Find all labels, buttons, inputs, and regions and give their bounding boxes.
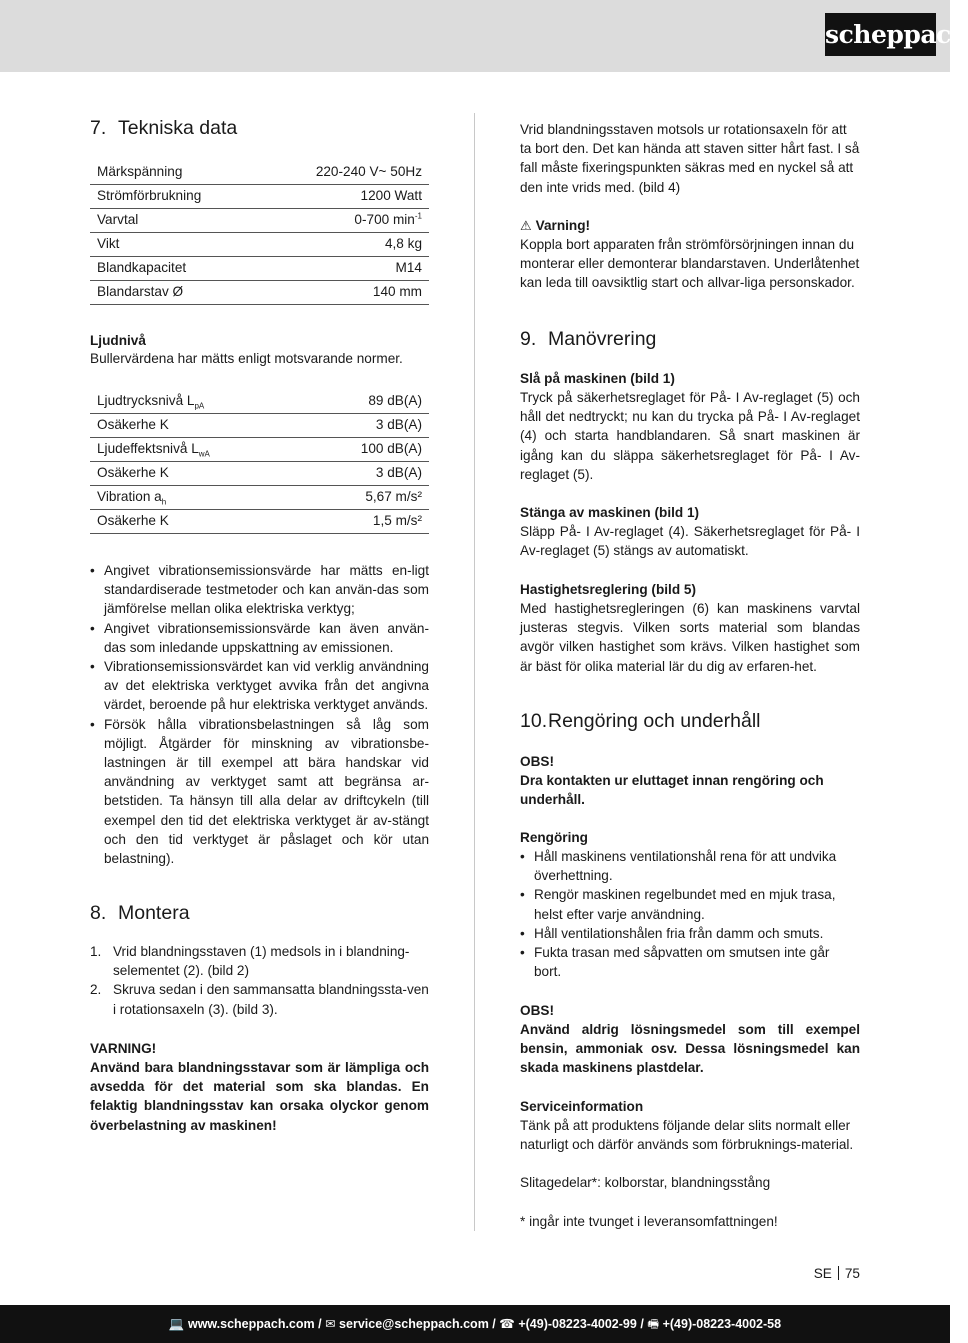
computer-icon: 💻	[168, 1317, 185, 1331]
spec-value: 1200 Watt	[258, 184, 429, 208]
obs-heading-1: OBS!	[520, 754, 554, 769]
footer-website[interactable]: www.scheppach.com	[187, 1317, 315, 1331]
spec-label: Blandarstav Ø	[90, 280, 258, 304]
spec-value: 3 dB(A)	[303, 413, 429, 437]
scheppach-logo: scheppach	[825, 13, 936, 56]
noise-heading: Ljudnivå	[90, 333, 146, 348]
warning-text-right: Koppla bort apparaten från strömförsörjningen innan du monterar eller demonterar blandarstaven. Underlåtenhet kan leda till oavsiktlig start och allvar-liga personskador.	[520, 237, 860, 291]
service-text: Tänk på att produktens följande delar slits normalt eller naturligt och därför används som förbruknings-material.	[520, 1118, 854, 1153]
switch-on-text: Tryck på säkerhetsreglaget för På- I Av-reglaget (5) och håll det nedtryckt; nu kan du trycka på På- I Av-reglaget (4) och starta handblandaren. Så snart maskinen är igång kan du släppa säkerhetsreglaget för På- I Av-reglaget (5).	[520, 390, 860, 482]
cleaning-heading: Rengöring	[520, 830, 588, 845]
spec-label: Ljudeffektsnivå $L_{wA}$	[90, 437, 303, 461]
list-item: • Fukta trasan med såpvatten om smutsen inte går bort.	[520, 943, 860, 981]
spec-label: Osäkerhe K	[90, 509, 303, 533]
spec-value: 100 dB(A)	[303, 437, 429, 461]
list-item: • Håll maskinens ventilationshål rena för att undvika överhettning.	[520, 847, 860, 885]
spec-label: Vibration $a_h$	[90, 485, 303, 509]
footer-email[interactable]: service@scheppach.com	[339, 1317, 489, 1331]
spec-label: Osäkerhe K	[90, 413, 303, 437]
service-heading: Serviceinformation	[520, 1099, 644, 1114]
spec-value: 1,5 m/s²	[303, 509, 429, 533]
spec-value: 140 mm	[258, 280, 429, 304]
switch-on-heading: Slå på maskinen (bild 1)	[520, 371, 675, 386]
footer-fax: +(49)-08223-4002-58	[662, 1317, 782, 1331]
section-10-heading: 10.Rengöring och underhåll	[520, 710, 761, 732]
spec-value: 89 dB(A)	[303, 389, 429, 413]
warning-heading: VARNING!	[90, 1041, 157, 1056]
footnote: * ingår inte tvunget i leveransomfattningen!	[520, 1214, 778, 1229]
technical-data-table	[90, 160, 429, 305]
switch-off-text: Släpp På- I Av-reglaget (4). Säkerhetsreglaget för På- I Av-reglaget (5) stängs av automatiskt.	[520, 524, 860, 559]
remove-rod-text: Vrid blandningsstaven motsols ur rotationsaxeln för att ta bort den. Det kan hända att staven sitter hårt fast. I så fall måste fixeringspunkten säkras med en nyckel så att den inte vrids med. (bild 4)	[520, 122, 860, 195]
switch-off-heading: Stänga av maskinen (bild 1)	[520, 505, 700, 520]
table-row	[90, 437, 429, 461]
speed-text: Med hastighetsregleringen (6) kan maskinens varvtal justeras stegvis. Vilken sorts material som blandas avgör vilken hastighet som krävs. Vilken hastighet som är bäst för olika material lär du dig av erfaren-het.	[520, 601, 860, 674]
spec-label: Ljudtrycksnivå $L_{pA}$	[90, 389, 303, 413]
list-item: 2. Skruva sedan i den sammansatta blandningssta-ven i rotationsaxeln (3). (bild 3).	[90, 982, 429, 1017]
fax-icon: 🖷	[647, 1317, 660, 1331]
table-row	[90, 184, 429, 208]
table-row	[90, 256, 429, 280]
spec-value: M14	[258, 256, 429, 280]
vibration-bullet-list	[90, 561, 429, 868]
phone-icon: ☎	[499, 1317, 515, 1331]
list-item: • Håll ventilationshålen fria från damm och smuts.	[520, 924, 860, 943]
header-bar	[0, 0, 968, 72]
noise-text: Bullervärdena har mätts enligt motsvarande normer.	[90, 351, 403, 366]
table-row	[90, 232, 429, 256]
section-9-heading: 9. Manövrering	[520, 328, 657, 350]
spec-value: 5,67 m/s²	[303, 485, 429, 509]
speed-heading: Hastighetsreglering (bild 5)	[520, 582, 696, 597]
table-row	[90, 413, 429, 437]
spec-value: 3 dB(A)	[303, 461, 429, 485]
obs-heading-2: OBS!	[520, 1003, 554, 1018]
table-row	[90, 461, 429, 485]
spec-value: 4,8 kg	[258, 232, 429, 256]
table-row	[90, 160, 429, 184]
cleaning-bullet-list	[520, 847, 860, 981]
warning-triangle-icon: ⚠	[520, 218, 532, 233]
table-row	[90, 208, 429, 232]
list-item: • Rengör maskinen regelbundet med en mjuk trasa, helst efter varje användning.	[520, 885, 860, 923]
mounting-steps	[90, 942, 429, 1019]
spec-value: 220-240 V~ 50Hz	[258, 160, 429, 184]
list-item: • Angivet vibrationsemissionsvärde kan även använ-das som inledande uppskattning av emissionen.	[90, 619, 429, 657]
page-number: SE 75	[813, 1266, 860, 1281]
list-item: • Försök hålla vibrationsbelastningen så låg som möjligt. Åtgärder för minskning av vibrationsbe-lastningen är till exempel att bära handskar vid användning av verktyget samt att begränsa ar-betstiden. Ta hänsyn till alla delar av driftcykeln (till exempel den tid det elektriska verktyget är av-stängt och den tid verktyget är påslaget och kör utan belastning).	[90, 715, 429, 869]
warning-heading-right: ⚠ Varning!	[520, 216, 860, 235]
table-row	[90, 389, 429, 413]
spec-label: Varvtal	[90, 208, 258, 232]
footer-phone: +(49)-08223-4002-99	[518, 1317, 637, 1331]
noise-table	[90, 389, 429, 534]
table-row	[90, 509, 429, 533]
wear-parts-text: Slitagedelar*: kolborstar, blandningsstång	[520, 1175, 771, 1190]
section-8-heading: 8. Montera	[90, 902, 190, 924]
spec-label: Märkspänning	[90, 160, 258, 184]
spec-label: Vikt	[90, 232, 258, 256]
list-item: • Angivet vibrationsemissionsvärde har mätts en-ligt standardiserade testmetoder och kan använ-das som jämförelse mellan olika elektriska verktyg;	[90, 561, 429, 619]
spec-label: Osäkerhe K	[90, 461, 303, 485]
spec-label: Blandkapacitet	[90, 256, 258, 280]
spec-label: Strömförbrukning	[90, 184, 258, 208]
obs-text-2: Använd aldrig lösningsmedel som till exempel bensin, ammoniak osv. Dessa lösningsmedel kan skada maskinens plastdelar.	[520, 1022, 860, 1076]
list-item: • Vibrationsemissionsvärdet kan vid verklig användning av det elektriska verktyget avvika från det angivna värdet, beroende på hur elektriska verktyget används.	[90, 657, 429, 715]
obs-text-1: Dra kontakten ur eluttaget innan rengöring och underhåll.	[520, 773, 824, 808]
email-icon: ✉	[325, 1317, 336, 1331]
table-row	[90, 280, 429, 304]
column-divider	[474, 113, 475, 1231]
list-item: 1. Vrid blandningsstaven (1) medsols in i blandning-selementet (2). (bild 2)	[90, 944, 410, 979]
footer-bar: 💻 www.scheppach.com / ✉ service@scheppach.com / ☎ +(49)-08223-4002-99 / 🖷 +(49)-08223-4002-58	[0, 1305, 950, 1343]
warning-text: Använd bara blandningsstavar som är lämpliga och avsedda för det material som ska blandas. En felaktig blandningsstav kan orsaka olyckor genom överbelastning av maskinen!	[90, 1060, 429, 1133]
table-row	[90, 485, 429, 509]
section-7-heading: 7. Tekniska data	[90, 117, 238, 139]
spec-value: 0-700 $\min^{-1}$	[258, 208, 429, 232]
